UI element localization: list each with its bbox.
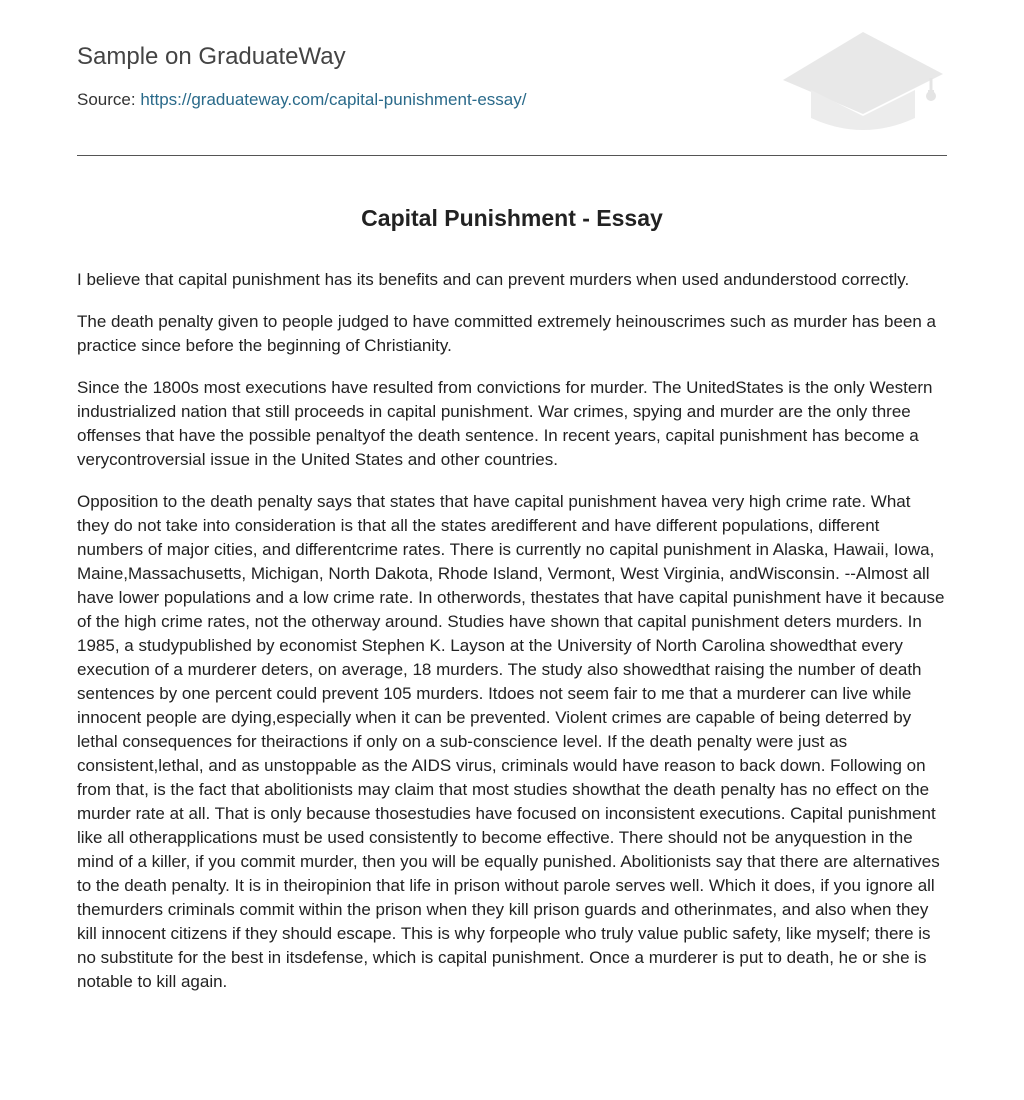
essay-paragraph: Opposition to the death penalty says that states that have capital punishment havea very high crime rate. What they do not take into consideration is that all the states aredifferent and have different populations, different numbers of major cities, and differentcrime rates. There is currently no capital punishment in Alaska, Hawaii, Iowa, Maine,Massachusetts, Michigan, North Dakota, Rhode Island, Vermont, West Virginia, andWisconsin. --Almost all have lower populations and a low crime rate. In otherwords, thestates that have capital punishment have it because of the high crime rates, not the otherway around. Studies have shown that capital punishment deters murders. In 1985, a studypublished by economist Stephen K. Layson at the University of North Carolina showedthat every execution of a murderer deters, on average, 18 murders. The study also showedthat raising the number of death sentences by one percent could prevent 105 murders. Itdoes not seem fair to me that a murderer can live while innocent people are dying,especially when it can be prevented. Violent crimes are capable of being deterred by lethal consequences for theiractions if only on a sub-conscience level. If the death penalty were just as consistent,lethal, and as unstoppable as the AIDS virus, criminals would have reason to back down. Following on from that, is the fact that abolitionists may claim that most studies showthat the death penalty has no effect on the murder rate at all. That is only because thosestudies have focused on inconsistent executions. Capital punishment like all otherapplications must be used consistently to become effective. There should not be anyquestion in the mind of a killer, if you commit murder, then you will be equally punished. Abolitionists say that there are alternatives to the death penalty. It is in theiropinion that life in prison without parole serves well. Which it does, if you ignore all themurders criminals commit within the prison when they kill prison guards and otherinmates, and also when they kill innocent citizens if they should escape. This is why forpeople who truly value public safety, like myself; there is no substitute for the best in itsdefense, which is capital punishment. Once a murderer is put to death, he or she is notable to kill again.: [77, 492, 945, 991]
graduation-cap-icon-svg: [781, 32, 945, 132]
essay-title: Capital Punishment - Essay: [361, 205, 663, 231]
header: [77, 0, 947, 156]
graduation-cap-icon: [781, 32, 945, 132]
source-label: Source:: [77, 90, 136, 109]
essay-paragraph: Since the 1800s most executions have resulted from convictions for murder. The UnitedStates is the only Western industrialized nation that still proceeds in capital punishment. War crimes, spying and murder are the only three offenses that have the possible penaltyof the death sentence. In recent years, capital punishment has become a verycontroversial issue in the United States and other countries.: [77, 378, 933, 469]
essay-paragraph: The death penalty given to people judged to have committed extremely heinouscrimes such as murder has been a practice since before the beginning of Christianity.: [77, 312, 936, 355]
source-line: [77, 90, 526, 110]
page: [77, 0, 947, 991]
site-title: Sample on GraduateWay: [77, 43, 346, 70]
source-link[interactable]: https://graduateway.com/capital-punishment-essay/: [140, 90, 527, 109]
essay-paragraph: I believe that capital punishment has its benefits and can prevent murders when used andunderstood correctly.: [77, 270, 910, 289]
essay-body: [77, 268, 947, 1012]
